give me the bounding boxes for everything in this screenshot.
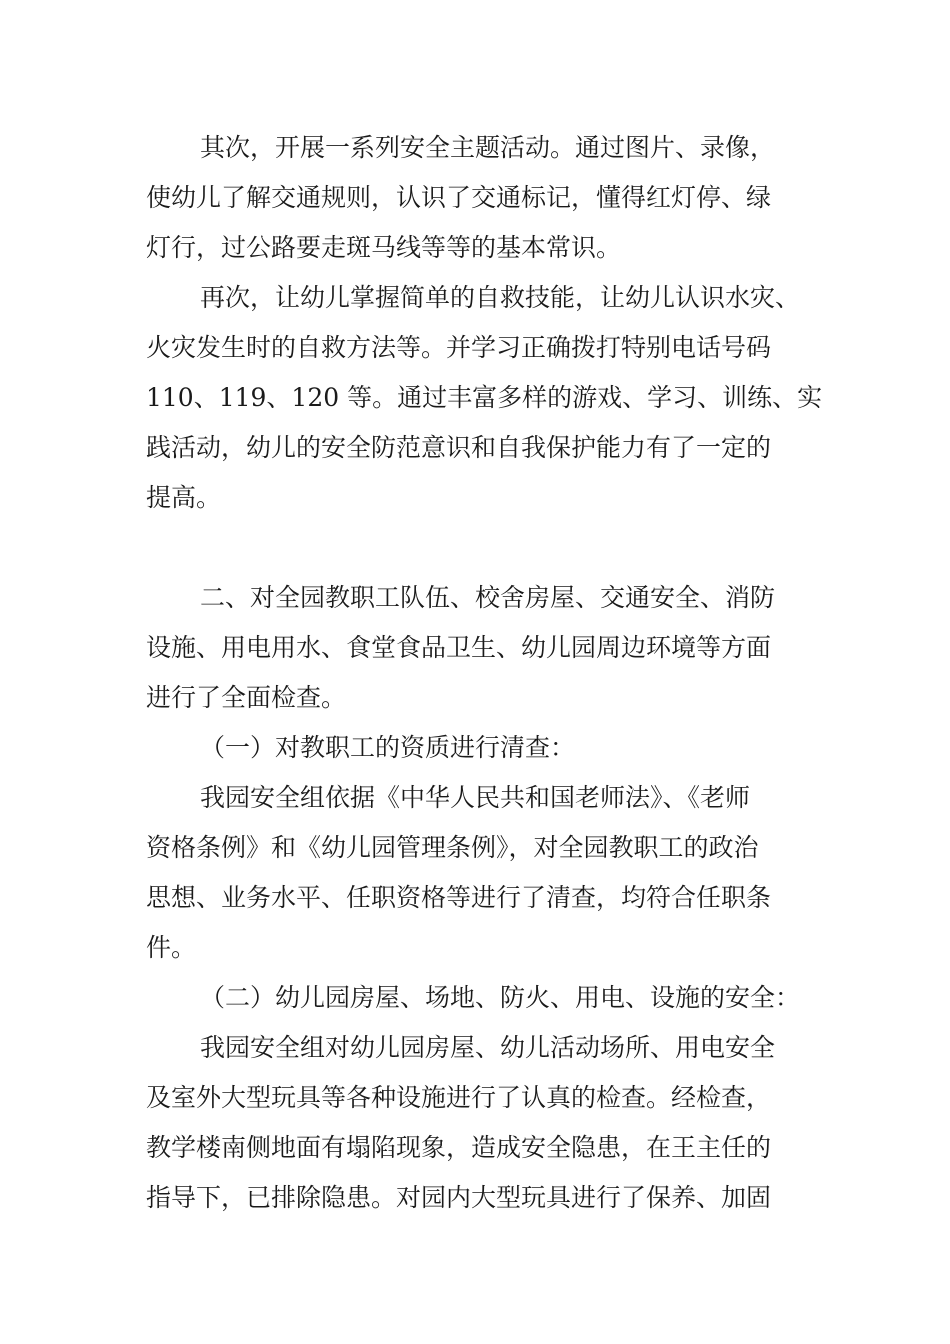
text-line: 再次，让幼儿掌握简单的自救技能，让幼儿认识水灾、: [200, 283, 801, 312]
text-line: 我园安全组依据《中华人民共和国老师法》、《老师: [200, 783, 751, 812]
text-line: 提高。: [146, 483, 222, 512]
text-line: 设施、用电用水、食堂食品卫生、幼儿园周边环境等方面: [146, 633, 772, 662]
text-line: 件。: [146, 933, 197, 962]
section-heading: 二、对全园教职工队伍、校舍房屋、交通安全、消防: [200, 583, 776, 612]
text-line: 其次，开展一系列安全主题活动。通过图片、录像，: [200, 133, 776, 162]
text-line: 教学楼南侧地面有塌陷现象，造成安全隐患，在王主任的: [146, 1133, 772, 1162]
text-line: 践活动，幼儿的安全防范意识和自我保护能力有了一定的: [146, 433, 772, 462]
text-line: 及室外大型玩具等各种设施进行了认真的检查。经检查，: [146, 1083, 772, 1112]
subsection-heading: （一）对教职工的资质进行清查：: [200, 733, 576, 762]
text-line: 资格条例》和《幼儿园管理条例》，对全园教职工的政治: [146, 833, 759, 862]
subsection-heading: （二）幼儿园房屋、场地、防火、用电、设施的安全：: [200, 983, 801, 1012]
text-line: 指导下，已排除隐患。对园内大型玩具进行了保养、加固: [146, 1183, 772, 1212]
text-line: 使幼儿了解交通规则，认识了交通标记，懂得红灯停、绿: [146, 183, 772, 212]
text-line: 灯行，过公路要走斑马线等等的基本常识。: [146, 233, 622, 262]
text-line: 进行了全面检查。: [146, 683, 347, 712]
text-line: 火灾发生时的自救方法等。并学习正确拨打特别电话号码: [146, 333, 772, 362]
text-line: 思想、业务水平、任职资格等进行了清查，均符合任职条: [146, 883, 772, 912]
text-line: 110、119、120 等。通过丰富多样的游戏、学习、训练、实: [146, 383, 823, 412]
text-line: 我园安全组对幼儿园房屋、幼儿活动场所、用电安全: [200, 1033, 776, 1062]
